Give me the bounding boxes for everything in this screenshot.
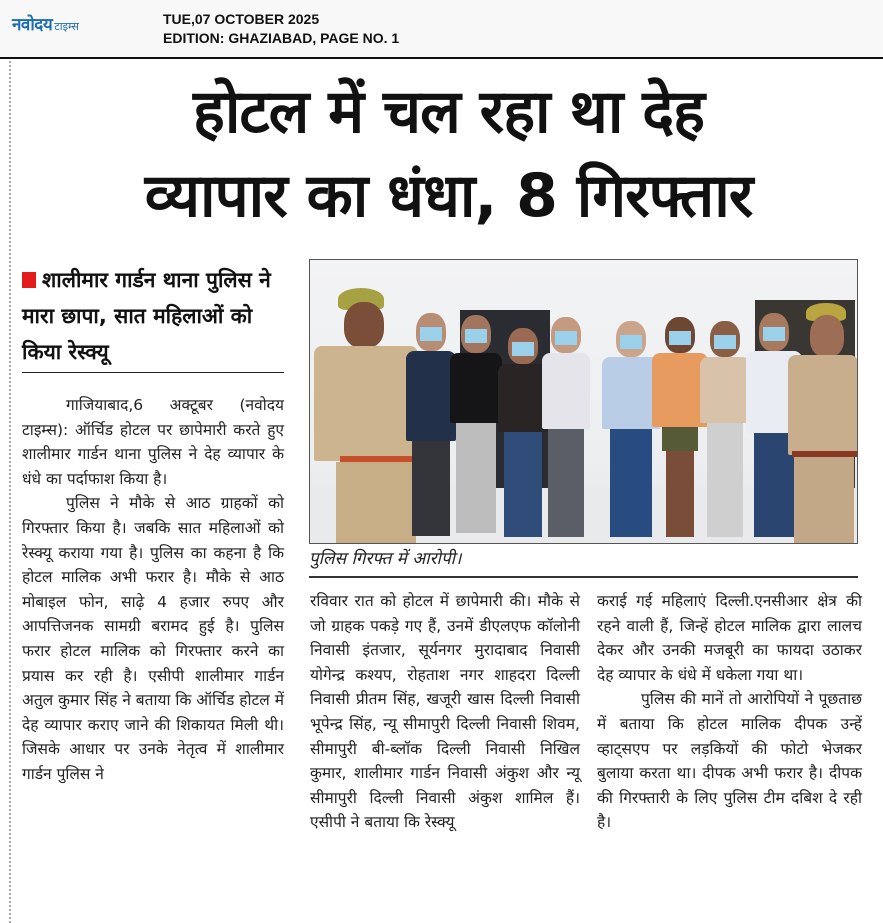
photo-person-1 (406, 313, 456, 543)
photo-person-7 (700, 321, 750, 543)
edition-page: EDITION: GHAZIABAD, PAGE NO. 1 (163, 30, 400, 46)
article-photo[interactable] (309, 259, 858, 544)
subheadline-text: शालीमार गार्डन थाना पुलिस ने मारा छापा, सात महिलाओं को किया रेस्क्यू (22, 268, 271, 364)
red-square-bullet-icon (22, 272, 36, 288)
headline-line-1: होटल में चल रहा था देह (193, 77, 704, 147)
paragraph: पुलिस ने मौके से आठ ग्राहकों को गिरफ्तार किया है। जबकि सात महिलाओं को रेस्क्यू कराया गया है। पुलिस का कहना है कि होटल मालिक अभी फरार है। मौके से आठ मोबाइल फोन, साढ़े 4 हजार रुपए और आपत्तिजनक सामग्री बरामद हुई है। पुलिस फरार होटल मालिक को गिरफ्तार करने का प्रयास कर रही है। एसीपी शालीमार गार्डन अतुल कुमार सिंह ने बताया कि ऑर्चिड होटल में देह व्यापार कराए जाने की शिकायत मिली थी। जिसके आधार पर उनके नेतृत्व में शालीमार गार्डन पुलिस ने (22, 494, 284, 783)
paragraph: रविवार रात को होटल में छापेमारी की। मौके से जो ग्राहक पकड़े गए हैं, उनमें डीएलएफ कॉलोनी निवासी इंतजार, सूर्यनगर मुरादाबाद निवासी योगेन्द्र कश्यप, रोहताश नगर शाहदरा दिल्ली निवासी प्रीतम सिंह, खजूरी खास दिल्ली निवासी भूपेन्द्र सिंह, न्यू सीमापुरी दिल्ली निवासी शिवम, सीमापुरी बी-ब्लॉक दिल्ली निवासी निखिल कुमार, शालीमार गार्डन निवासी अंकुश और न्यू सीमापुरी दिल्ली निवासी अंकुश शामिल हैं। एसीपी ने बताया कि रेस्क्यू (310, 592, 580, 832)
logo-main-text: नवोदय (12, 15, 53, 35)
article-headline (14, 70, 883, 238)
edition-info (163, 10, 399, 48)
photo-police-officer-right (788, 303, 858, 543)
page-header (0, 0, 883, 59)
article-column-right (597, 589, 862, 835)
publication-date: TUE,07 OCTOBER 2025 (163, 11, 320, 27)
article-column-left (22, 393, 284, 787)
left-margin-rule (9, 61, 11, 923)
article-column-middle (310, 589, 580, 835)
photo-caption: पुलिस गिरफ्त में आरोपी। (309, 549, 462, 569)
caption-divider (309, 576, 858, 578)
photo-person-4 (542, 317, 590, 543)
logo-sub-text: टाइम्स (54, 20, 79, 33)
photo-person-3 (498, 328, 548, 543)
newspaper-logo[interactable] (12, 12, 79, 35)
paragraph: गाजियाबाद,6 अक्टूबर (नवोदय टाइम्स): ऑर्चिड होटल पर छापेमारी करते हुए शालीमार गार्डन थाना पुलिस ने देह व्यापार के धंधे का पर्दाफाश किया है। (22, 396, 284, 488)
photo-person-2 (450, 315, 502, 543)
paragraph: पुलिस की मानें तो आरोपियों ने पूछताछ में बताया कि होटल मालिक दीपक उन्हें व्हाट्सएप पर लड़कियों की फोटो भेजकर बुलाया करता था। दीपक अभी फरार है। दीपक की गिरफ्तारी के लिए पुलिस टीम दबिश दे रही है। (597, 690, 862, 832)
paragraph: कराई गई महिलाएं दिल्ली.एनसीआर क्षेत्र की रहने वाली हैं, जिन्हें होटल मालिक द्वारा लालच देकर और उनकी मजबूरी का फायदा उठाकर देह व्यापार के धंधे में धकेला गया था। (597, 592, 862, 684)
headline-line-2: व्यापार का धंधा, 8 गिरफ्तार (144, 161, 753, 231)
article-subheadline (22, 262, 284, 373)
